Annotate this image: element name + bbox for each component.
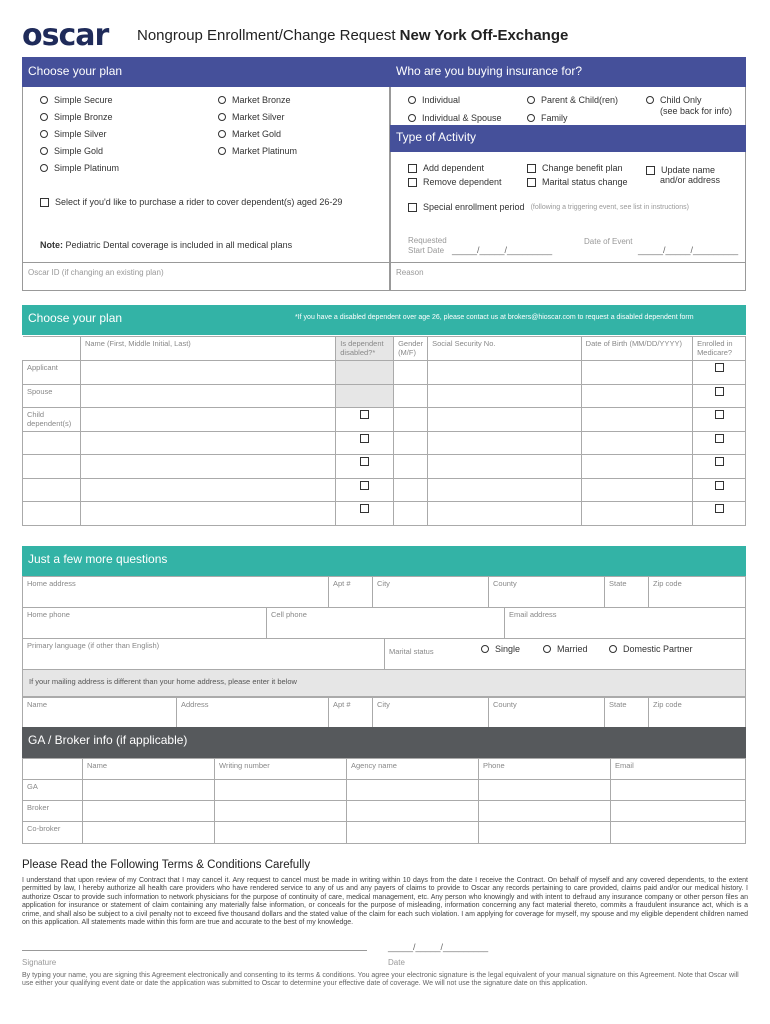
- start-date-field[interactable]: _____/_____/_________: [452, 245, 553, 255]
- page-title: Nongroup Enrollment/Change Request New York Off-Exchange: [137, 27, 569, 44]
- terms-body: I understand that upon review of my Contract that I may cancel it. Any request to cancel must be made in writing within 10 days from the date I receive the Contract. On behalf of myself and any covered dependents, to the extent permitted by law, I hereby authorize all health care providers who have rendered service to any of us and any payers of claims to provide to Oscar any records pertaining to care provided, claims paid and/or our medical history. I authorize Oscar to provide such information to network physicians for the purpose of continuity of care, medical management, etc. Any person who knowingly and with intent to defraud any insurance company or other person files an application for insurance or statement of claim containing any materially false information, or conceals for the purpose of misleading, information concerning any fact material thereto, commits a fraudulent insurance act, which is a crime, and shall also be subject to a civil penalty not to exceed five thousand dollars and the stated value of the claim for each such violation. I am applying for coverage for myself, my spouse and my eligible dependent children named on this application. All statements made within this form are true and accurate to the best of my knowledge.: [22, 877, 748, 927]
- signature-date-field[interactable]: _____/_____/_________: [388, 942, 489, 952]
- disabled-checkbox[interactable]: [360, 434, 369, 443]
- plan-option-simple-gold[interactable]: Simple Gold: [40, 146, 103, 156]
- table-row: [23, 479, 746, 502]
- mailing-note: If your mailing address is different than your home address, please enter it below: [29, 677, 297, 686]
- broker-col-phone: Phone: [479, 759, 611, 780]
- col-disabled: Is dependent disabled?*: [336, 337, 394, 361]
- medicare-checkbox[interactable]: [715, 434, 724, 443]
- questions-header: Just a few more questions: [22, 546, 746, 576]
- broker-col-email: Email: [611, 759, 746, 780]
- buy-option-parent-child[interactable]: Parent & Child(ren): [527, 95, 618, 105]
- broker-col-agency: Agency name: [347, 759, 479, 780]
- plan-option-simple-bronze[interactable]: Simple Bronze: [40, 112, 113, 122]
- members-header: Choose your plan: [22, 305, 746, 335]
- col-ssn: Social Security No.: [428, 337, 582, 361]
- disabled-checkbox[interactable]: [360, 457, 369, 466]
- oscar-logo: oscar: [22, 18, 109, 53]
- marital-label: Marital status: [389, 647, 434, 656]
- medicare-checkbox[interactable]: [715, 363, 724, 372]
- cell-phone-field[interactable]: Cell phone: [267, 608, 505, 639]
- special-enrollment-checkbox[interactable]: Special enrollment period (following a triggering event, see list in instructions): [408, 202, 689, 212]
- plan-option-simple-secure[interactable]: Simple Secure: [40, 95, 113, 105]
- phone-table: [22, 607, 746, 639]
- activity-remove-dependent[interactable]: Remove dependent: [408, 177, 502, 187]
- table-row: [23, 780, 746, 801]
- col-name: Name (First, Middle Initial, Last): [80, 337, 335, 361]
- row-child: Child dependent(s): [23, 408, 81, 432]
- marital-domestic-partner[interactable]: Domestic Partner: [609, 644, 693, 654]
- plan-option-market-bronze[interactable]: Market Bronze: [218, 95, 291, 105]
- mailing-county-field[interactable]: County: [489, 698, 605, 729]
- terms-footer: By typing your name, you are signing this Agreement electronically and consenting to its terms & conditions. You agree your electronic signature is the legal equivalent of your manual signature on this Agreement. Note that Oscar will use either your qualifying event date or date the application was submitted to Oscar to determine your effective date of coverage. We will not use the signature date on this application.: [22, 972, 739, 988]
- oscar-id-field[interactable]: Oscar ID (if changing an existing plan): [28, 268, 164, 277]
- mailing-city-field[interactable]: City: [373, 698, 489, 729]
- medicare-checkbox[interactable]: [715, 504, 724, 513]
- update-address-label: and/or address: [660, 175, 721, 185]
- city-field[interactable]: City: [373, 577, 489, 608]
- table-row: [23, 432, 746, 455]
- medicare-checkbox[interactable]: [715, 387, 724, 396]
- col-medicare: Enrolled in Medicare?: [693, 337, 746, 361]
- row-ga: GA: [23, 780, 83, 801]
- row-applicant: Applicant: [23, 361, 81, 385]
- signature-line[interactable]: [22, 950, 367, 951]
- disabled-checkbox[interactable]: [360, 410, 369, 419]
- disabled-checkbox[interactable]: [360, 481, 369, 490]
- broker-col-name: Name: [83, 759, 215, 780]
- table-row: [23, 502, 746, 526]
- county-field[interactable]: County: [489, 577, 605, 608]
- mailing-apt-field[interactable]: Apt #: [329, 698, 373, 729]
- plan-section: [22, 57, 390, 291]
- table-row: [23, 408, 746, 432]
- questions-table: [22, 576, 746, 608]
- dental-note: Note: Pediatric Dental coverage is included in all medical plans: [40, 240, 293, 250]
- broker-col-writing: Writing number: [215, 759, 347, 780]
- reason-field[interactable]: Reason: [396, 268, 424, 277]
- buy-option-individual-spouse[interactable]: Individual & Spouse: [408, 113, 502, 123]
- row-broker: Broker: [23, 801, 83, 822]
- activity-header: Type of Activity: [390, 125, 746, 152]
- start-date-label: Start Date: [408, 246, 445, 255]
- row-spouse: Spouse: [23, 385, 81, 408]
- mailing-address-field[interactable]: Address: [177, 698, 329, 729]
- disabled-checkbox[interactable]: [360, 504, 369, 513]
- child-only-note: (see back for info): [660, 106, 733, 116]
- table-row: [23, 822, 746, 844]
- language-table: [22, 638, 746, 670]
- terms-header: Please Read the Following Terms & Conditions Carefully: [22, 859, 311, 871]
- table-row: [23, 801, 746, 822]
- email-field[interactable]: Email address: [505, 608, 746, 639]
- signature-label: Signature: [22, 958, 57, 967]
- home-phone-field[interactable]: Home phone: [23, 608, 267, 639]
- table-row: [23, 385, 746, 408]
- table-row: [23, 361, 746, 385]
- plan-option-market-platinum[interactable]: Market Platinum: [218, 146, 297, 156]
- mailing-table: [22, 697, 746, 729]
- apt-field[interactable]: Apt #: [329, 577, 373, 608]
- medicare-checkbox[interactable]: [715, 481, 724, 490]
- mailing-zip-field[interactable]: Zip code: [649, 698, 746, 729]
- broker-table: [22, 758, 746, 844]
- disabled-notice: *If you have a disabled dependent over age 26, please contact us at brokers@hioscar.com to request a disabled dependent form: [295, 314, 694, 321]
- rider-checkbox[interactable]: Select if you'd like to purchase a rider to cover dependent(s) aged 26-29: [40, 197, 342, 207]
- activity-add-dependent[interactable]: Add dependent: [408, 163, 484, 173]
- broker-header: GA / Broker info (if applicable): [22, 727, 746, 758]
- members-table: [22, 336, 746, 526]
- col-dob: Date of Birth (MM/DD/YYYY): [581, 337, 692, 361]
- mailing-name-field[interactable]: Name: [23, 698, 177, 729]
- language-field[interactable]: Primary language (if other than English): [23, 639, 385, 670]
- plan-option-simple-silver[interactable]: Simple Silver: [40, 129, 107, 139]
- plan-option-market-silver[interactable]: Market Silver: [218, 112, 285, 122]
- marital-single[interactable]: Single: [481, 644, 520, 654]
- zip-field[interactable]: Zip code: [649, 577, 746, 608]
- requested-label: Requested: [408, 236, 447, 245]
- buying-header: Who are you buying insurance for?: [390, 57, 746, 87]
- col-gender: Gender (M/F): [394, 337, 428, 361]
- buy-option-individual[interactable]: Individual: [408, 95, 460, 105]
- medicare-checkbox[interactable]: [715, 457, 724, 466]
- activity-update-name[interactable]: Update name: [646, 165, 715, 175]
- plan-option-simple-platinum[interactable]: Simple Platinum: [40, 163, 119, 173]
- marital-married[interactable]: Married: [543, 644, 588, 654]
- row-co-broker: Co-broker: [23, 822, 83, 844]
- activity-marital-change[interactable]: Marital status change: [527, 177, 628, 187]
- event-date-label: Date of Event: [584, 237, 633, 246]
- buy-option-child-only[interactable]: Child Only: [646, 95, 702, 105]
- activity-change-plan[interactable]: Change benefit plan: [527, 163, 623, 173]
- home-address-field[interactable]: Home address: [23, 577, 329, 608]
- medicare-checkbox[interactable]: [715, 410, 724, 419]
- mailing-state-field[interactable]: State: [605, 698, 649, 729]
- plan-header: Choose your plan: [22, 57, 390, 87]
- buy-option-family[interactable]: Family: [527, 113, 568, 123]
- date-label: Date: [388, 958, 405, 967]
- state-field[interactable]: State: [605, 577, 649, 608]
- table-row: [23, 455, 746, 479]
- event-date-field[interactable]: _____/_____/_________: [638, 245, 739, 255]
- plan-option-market-gold[interactable]: Market Gold: [218, 129, 281, 139]
